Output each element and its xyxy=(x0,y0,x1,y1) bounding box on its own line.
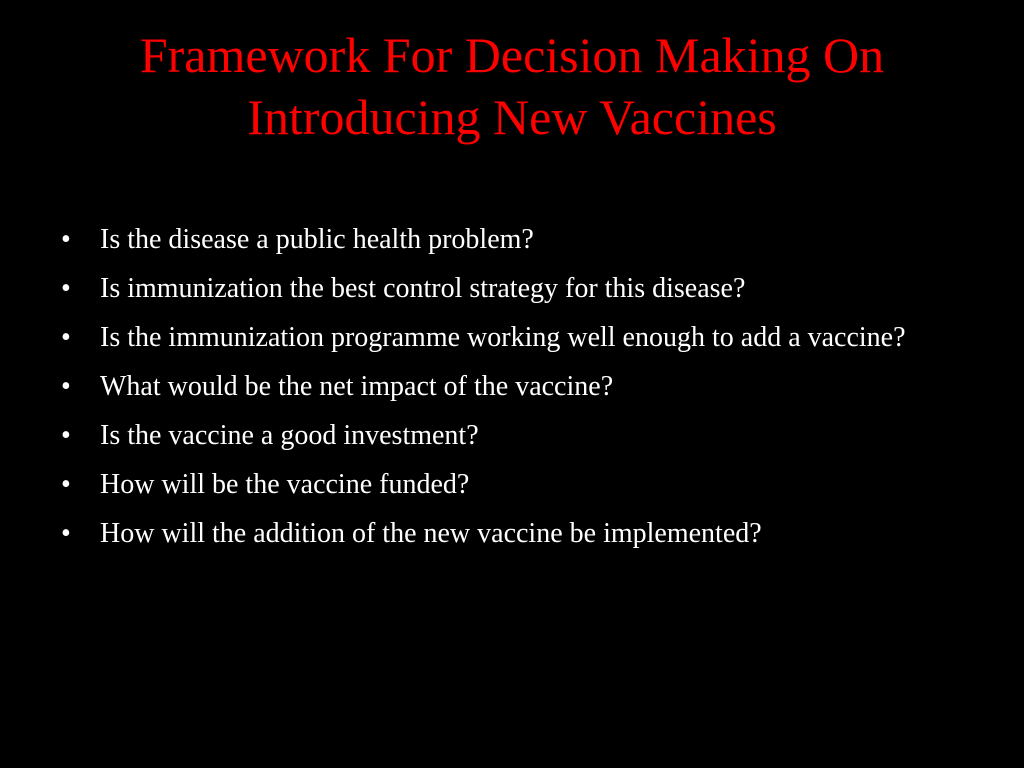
bullet-item xyxy=(56,367,976,407)
bullet-item xyxy=(56,465,976,505)
bullet-icon: • xyxy=(61,224,71,255)
bullet-text: How will be the vaccine funded? xyxy=(100,469,470,500)
slide-title xyxy=(40,24,984,148)
bullet-item xyxy=(56,514,976,554)
bullet-text: How will the addition of the new vaccine be implemented? xyxy=(100,518,762,549)
bullet-icon: • xyxy=(61,518,71,549)
bullet-icon: • xyxy=(61,322,71,353)
slide-title-line-2: Introducing New Vaccines xyxy=(247,89,777,145)
bullet-icon: • xyxy=(61,273,71,304)
bullet-text: Is immunization the best control strategy for this disease? xyxy=(100,273,746,304)
bullet-item xyxy=(56,318,976,358)
bullet-icon: • xyxy=(61,469,71,500)
bullet-text: Is the immunization programme working well enough to add a vaccine? xyxy=(100,322,906,353)
bullet-text: Is the disease a public health problem? xyxy=(100,224,534,255)
bullet-text: Is the vaccine a good investment? xyxy=(100,420,479,451)
bullet-text: What would be the net impact of the vaccine? xyxy=(100,371,614,402)
bullet-item xyxy=(56,416,976,456)
bullet-list xyxy=(56,220,976,563)
bullet-item xyxy=(56,220,976,260)
bullet-item xyxy=(56,269,976,309)
slide-title-line-1: Framework For Decision Making On xyxy=(139,27,885,83)
bullet-icon: • xyxy=(61,371,71,402)
bullet-icon: • xyxy=(61,420,71,451)
